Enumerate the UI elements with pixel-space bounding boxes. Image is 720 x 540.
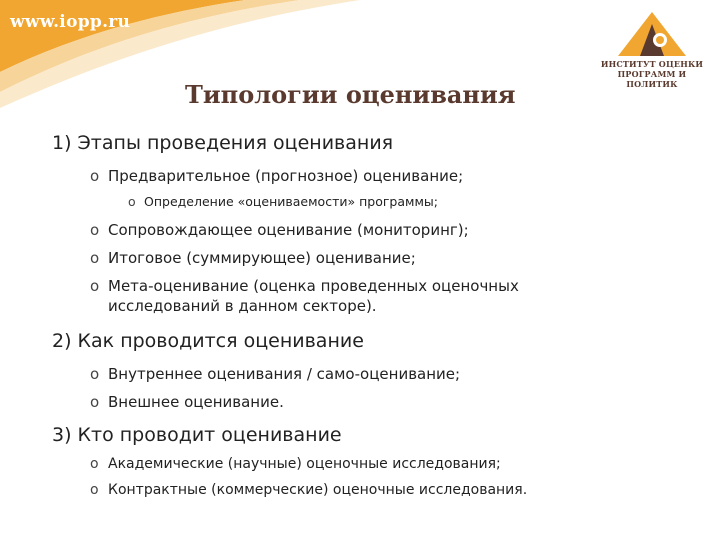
- list-item: o Итоговое (суммирующее) оценивание;: [90, 249, 416, 267]
- list-item-sub: o Определение «оцениваемости» программы;: [128, 194, 438, 209]
- bullet-marker: o: [90, 167, 100, 185]
- list-item: o Мета-оценивание (оценка проведенных оценочных исследований в данном секторе).: [90, 277, 519, 315]
- bullet-marker: o: [90, 249, 100, 267]
- list-item: o Предварительное (прогнозное) оценивание;: [90, 167, 464, 185]
- list-item: o Академические (научные) оценочные исследования;: [90, 456, 501, 472]
- section-heading: 3) Кто проводит оценивание: [52, 424, 342, 446]
- list-item: o Внешнее оценивание.: [90, 393, 284, 411]
- organization-logo: [592, 10, 712, 89]
- bullet-marker: o: [128, 194, 136, 209]
- logo-text-line2: ПРОГРАММ И ПОЛИТИК: [617, 69, 687, 89]
- logo-triangle-icon: [612, 10, 692, 58]
- bullet-marker: o: [90, 277, 100, 295]
- list-item: o Сопровождающее оценивание (мониторинг);: [90, 221, 469, 239]
- bullet-marker: o: [90, 393, 100, 411]
- bullet-marker: o: [90, 221, 100, 239]
- list-item: o Контрактные (коммерческие) оценочные исследования.: [90, 482, 528, 498]
- bullet-marker: o: [90, 365, 100, 383]
- logo-text-line1: ИНСТИТУТ ОЦЕНКИ: [600, 59, 704, 69]
- bullet-marker: o: [90, 456, 99, 472]
- slide-title: Типологии оценивания: [185, 80, 516, 109]
- section-heading: 2) Как проводится оценивание: [52, 330, 364, 352]
- section-heading: 1) Этапы проведения оценивания: [52, 132, 394, 154]
- list-item: o Внутреннее оценивания / само-оценивание;: [90, 365, 461, 383]
- bullet-marker: o: [90, 482, 99, 498]
- site-url[interactable]: www.iopp.ru: [10, 12, 131, 32]
